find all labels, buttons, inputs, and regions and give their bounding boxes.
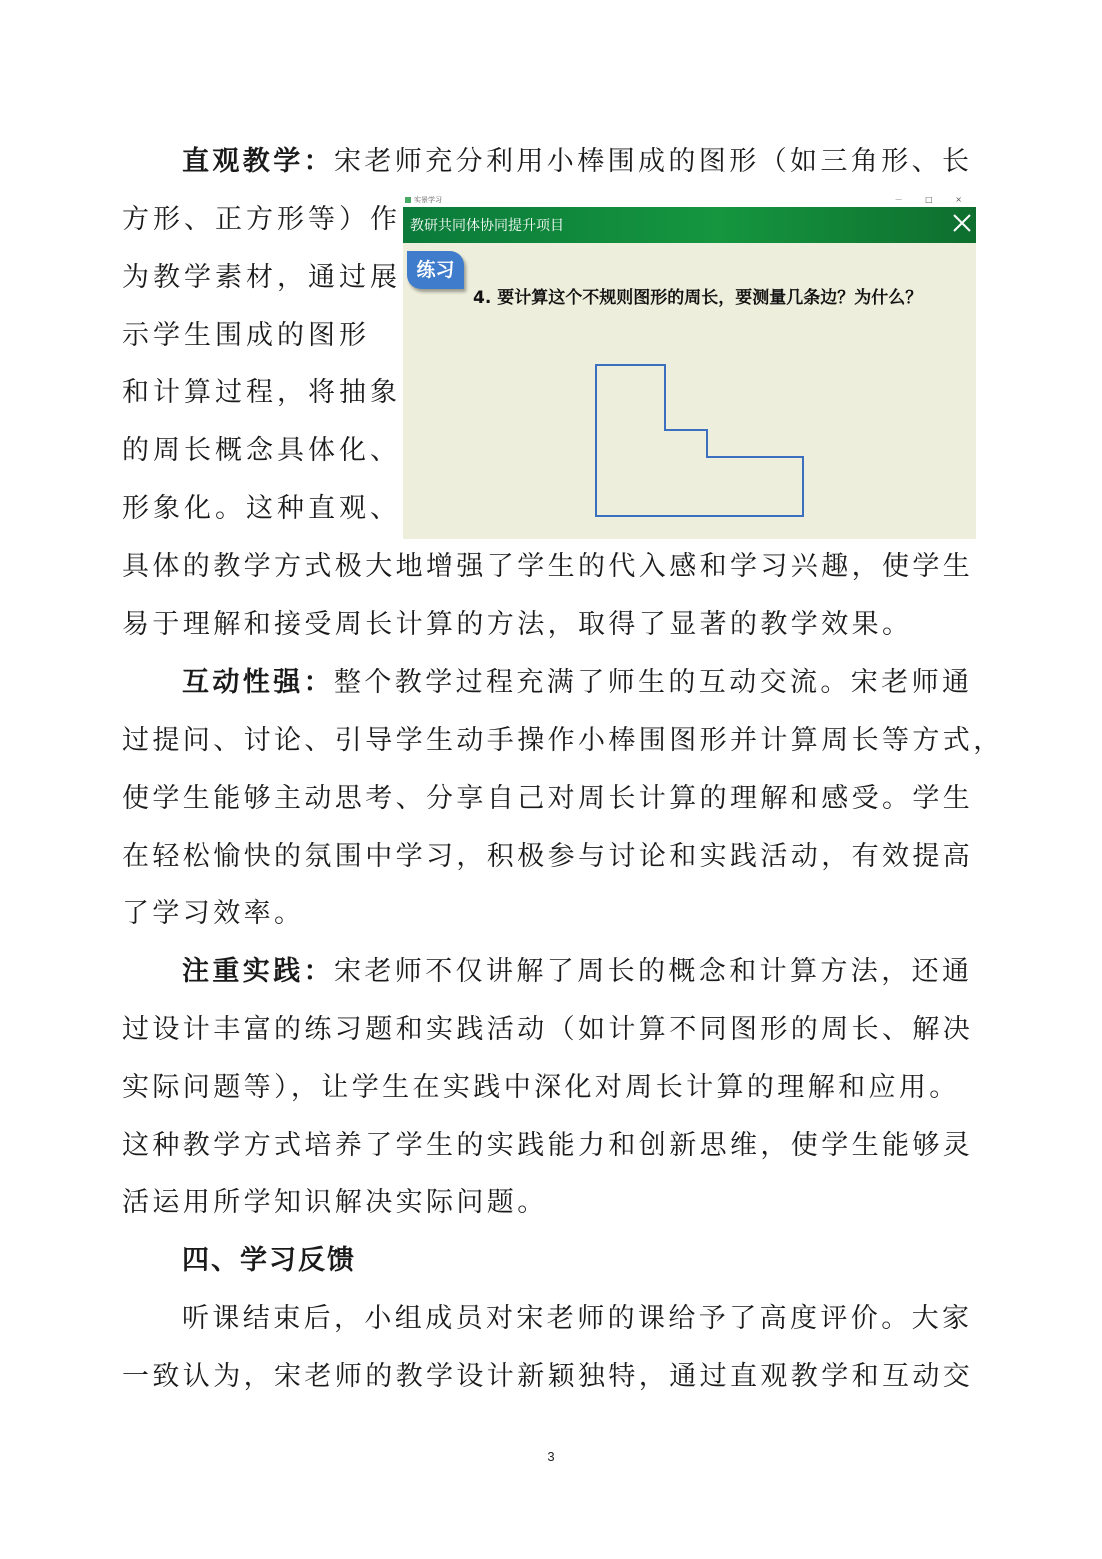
paragraph-2-lead: 互动性强：	[182, 667, 334, 698]
paragraph-3-line: 实际问题等），让学生在实践中深化对周长计算的理解和应用。	[122, 1072, 960, 1103]
embedded-courseware-screenshot	[403, 193, 976, 539]
question-text: 4. 要计算这个不规则图形的周长，要测量几条边？为什么？	[473, 288, 923, 308]
screenshot-banner-title: 教研共同体协同提升项目	[410, 218, 564, 234]
paragraph-1-wrap-line: 和计算过程，将抽象	[122, 377, 401, 408]
paragraph-1-wrap-line: 的周长概念具体化、	[122, 435, 401, 466]
paragraph-1-wrap-line: 示学生围成的图形	[122, 320, 370, 351]
paragraph-1-wrap-line: 为教学素材，通过展	[122, 262, 401, 293]
paragraph-4-line: 听课结束后，小组成员对宋老师的课给予了高度评价。大家	[182, 1303, 973, 1334]
paragraph-3-lead: 注重实践：	[182, 956, 334, 987]
irregular-shape-figure	[403, 193, 976, 539]
paragraph-2-line: 过提问、讨论、引导学生动手操作小棒围图形并计算周长等方式，	[122, 725, 1004, 756]
paragraph-1-wrap-line: 形象化。这种直观、	[122, 493, 401, 524]
paragraph-2-line-1: 互动性强：整个教学过程充满了师生的互动交流。宋老师通	[182, 667, 973, 698]
window-controls: － □ ×	[894, 195, 972, 204]
paragraph-2-line: 了学习效率。	[122, 898, 305, 929]
paragraph-1-line: 具体的教学方式极大地增强了学生的代入感和学习兴趣，使学生	[122, 551, 974, 582]
paragraph-3-line: 这种教学方式培养了学生的实践能力和创新思维，使学生能够灵	[122, 1130, 974, 1161]
paragraph-2-line: 使学生能够主动思考、分享自己对周长计算的理解和感受。学生	[122, 783, 974, 814]
page-number: 3	[547, 1449, 555, 1464]
paragraph-2-line: 在轻松愉快的氛围中学习，积极参与讨论和实践活动，有效提高	[122, 841, 974, 872]
paragraph-1-lead: 直观教学：	[182, 146, 334, 177]
paragraph-1-line-1: 直观教学：宋老师充分利用小棒围成的图形（如三角形、长	[182, 146, 973, 177]
practice-badge: 练习	[407, 251, 464, 289]
paragraph-3-line: 活运用所学知识解决实际问题。	[122, 1187, 548, 1218]
paragraph-4-line: 一致认为，宋老师的教学设计新颖独特，通过直观教学和互动交	[122, 1361, 974, 1392]
paragraph-3-line: 过设计丰富的练习题和实践活动（如计算不同图形的周长、解决	[122, 1014, 974, 1045]
irregular-polygon	[596, 365, 803, 516]
paragraph-1-wrap-line: 方形、正方形等）作	[122, 204, 401, 235]
section-heading: 四、学习反馈	[182, 1245, 356, 1276]
paragraph-1-line: 易于理解和接受周长计算的方法，取得了显著的教学效果。	[122, 609, 913, 640]
screenshot-window-title: 实景学习	[414, 196, 442, 204]
paragraph-3-line-1: 注重实践：宋老师不仅讲解了周长的概念和计算方法，还通	[182, 956, 973, 987]
